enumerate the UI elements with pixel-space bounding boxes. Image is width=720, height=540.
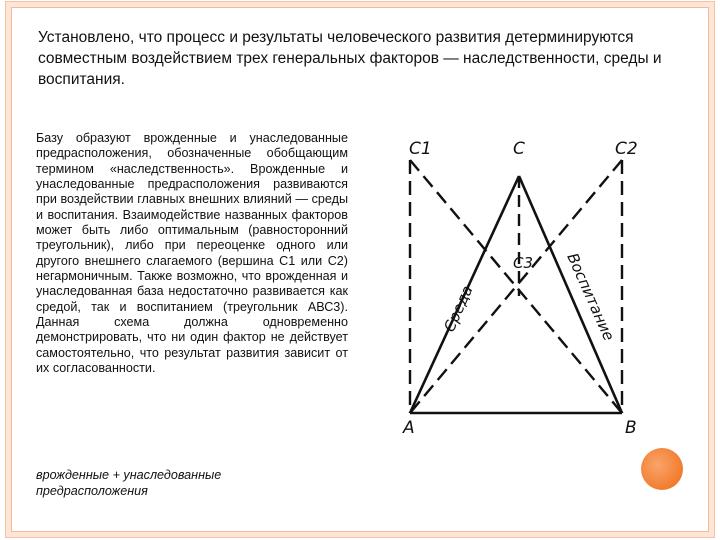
label-c: C xyxy=(513,139,525,159)
decorative-circle xyxy=(641,448,683,490)
triangle-right-side xyxy=(519,176,622,413)
label-b: B xyxy=(625,418,637,438)
heredity-triangle-diagram xyxy=(395,128,645,438)
diagram-svg xyxy=(395,128,645,438)
label-side-environment: Среда xyxy=(440,282,477,335)
label-side-upbringing: Воспитание xyxy=(563,250,619,344)
footer-caption: врожденные + унаследованные предрасположения xyxy=(36,468,222,498)
label-c3: C3 xyxy=(513,254,534,272)
label-c2: C2 xyxy=(615,139,638,159)
intro-paragraph: Установлено, что процесс и результаты человеческого развития детерминируются совместным воздействием трех генеральных факторов — наследственности, среды и воспитания. xyxy=(38,29,662,88)
label-a: A xyxy=(403,418,415,438)
body-paragraph: Базу образуют врожденные и унаследованные предрасположения, обозначенные обобщающим термином «наследственность». Врожденные и унаследованные предрасположения развиваются при воздействии главных внешних влияний — среды и воспитания. Взаимодействие названных факторов может быть либо оптимальным (равносторонний треугольник), либо при переоценке одного или другого внешнего слагаемого (вершина С1 или С2) негармоничным. Также возможно, что врожденная и унаследованная база недостаточно развивается как средой, так и воспитанием (треугольник АВС3). Данная схема должна одновременно демонстрировать, что ни один фактор не действует самостоятельно, что результат развития зависит от их согласованности. xyxy=(36,131,348,376)
label-c1: C1 xyxy=(409,139,432,159)
